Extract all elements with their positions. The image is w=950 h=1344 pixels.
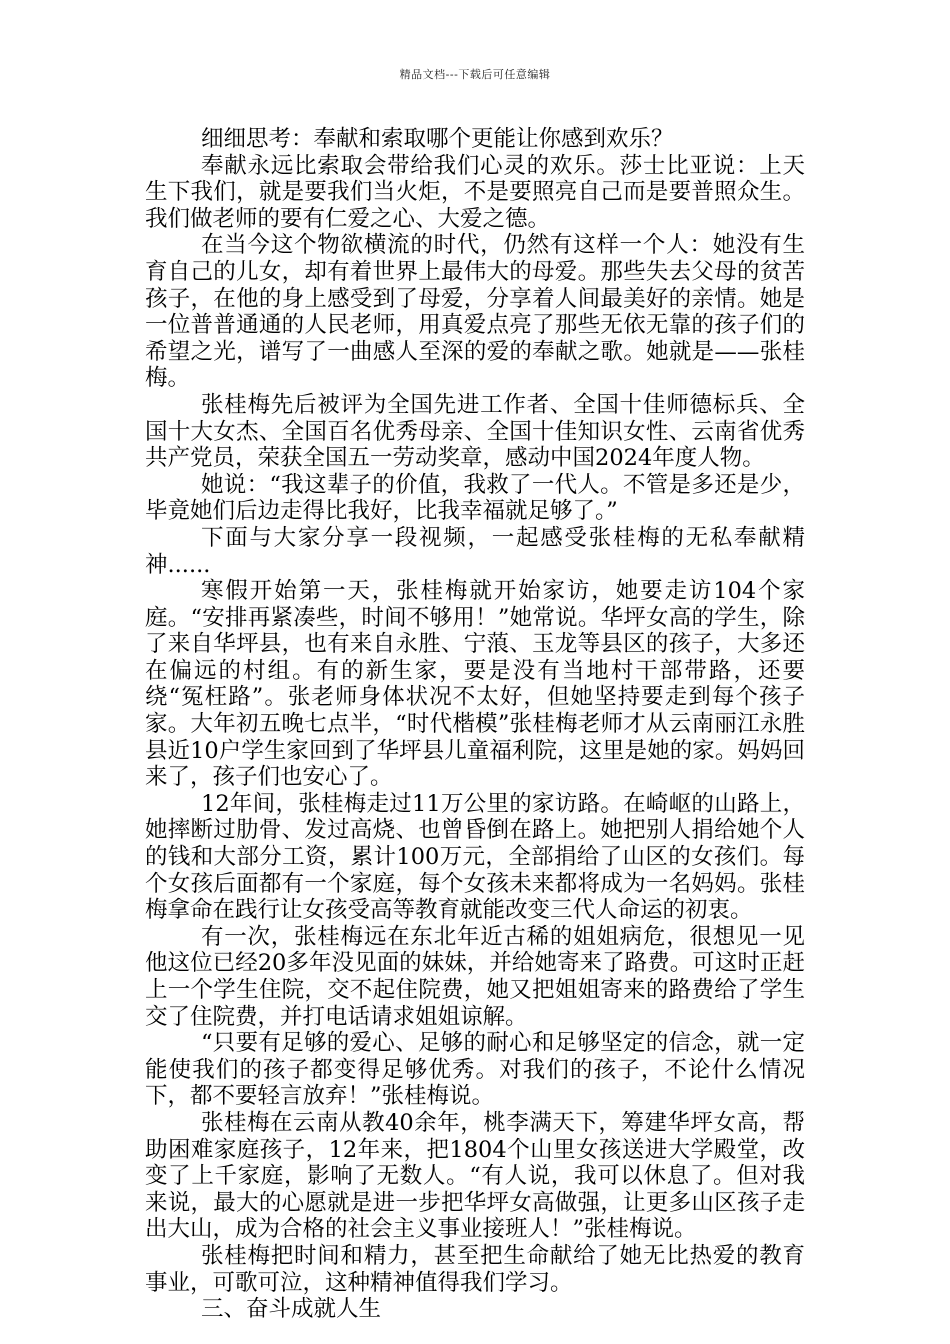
- page-header: 精品文档---下载后可任意编辑: [399, 68, 551, 81]
- paragraph-shakespeare: 奉献永远比索取会带给我们心灵的欢乐。莎士比亚说：上天生下我们，就是要我们当火炬，不是要照亮自己而是要普照众生。我们做老师的要有仁爱之心、大爱之德。: [145, 152, 805, 232]
- section-heading: 三、奋斗成就人生: [201, 1296, 382, 1323]
- document-body: [145, 126, 805, 1323]
- paragraph-video: 下面与大家分享一段视频，一起感受张桂梅的无私奉献精神......: [145, 524, 805, 578]
- paragraph-conclusion: 张桂梅把时间和精力，甚至把生命献给了她无比热爱的教育事业，可歌可泣，这种精神值得我们学习。: [145, 1242, 805, 1296]
- paragraph-introduction: 在当今这个物欲横流的时代，仍然有这样一个人：她没有生育自己的儿女，却有着世界上最伟大的母爱。那些失去父母的贫苦孩子，在他的身上感受到了母爱，分享着人间最美好的亲情。她是一位普普通通的人民老师，用真爱点亮了那些无依无靠的孩子们的希望之光，谱写了一曲感人至深的爱的奉献之歌。她就是——张桂梅。: [145, 232, 805, 392]
- paragraph-forty-years: 张桂梅在云南从教40余年，桃李满天下，筹建华坪女高，帮助困难家庭孩子，12年来，把1804个山里女孩送进大学殿堂，改变了上千家庭，影响了无数人。“有人说，我可以休息了。但对我来说，最大的心愿就是进一步把华坪女高做强，让更多山区孩子走出大山，成为合格的社会主义事业接班人！”张桂梅说。: [145, 1109, 805, 1243]
- paragraph-question: 细细思考：奉献和索取哪个更能让你感到欢乐？: [201, 126, 674, 152]
- paragraph-sister: 有一次，张桂梅远在东北年近古稀的姐姐病危，很想见一见他这位已经20多年没见面的妹妹，并给她寄来了路费。可这时正赶上一个学生住院，交不起住院费，她又把姐姐寄来的路费给了学生交了住院费，并打电话请求姐姐谅解。: [145, 923, 805, 1030]
- paragraph-quote: 她说：“我这辈子的价值，我救了一代人。不管是多还是少，毕竟她们后边走得比我好，比我幸福就足够了。”: [145, 471, 805, 525]
- paragraph-never-give-up: “只要有足够的爱心、足够的耐心和足够坚定的信念，就一定能使我们的孩子都变得足够优秀。对我们的孩子，不论什么情况下，都不要轻言放弃！”张桂梅说。: [145, 1030, 805, 1110]
- paragraph-twelve-years: 12年间，张桂梅走过11万公里的家访路。在崎岖的山路上，她摔断过肋骨、发过高烧、也曾昏倒在路上。她把别人捐给她个人的钱和大部分工资，累计100万元，全部捐给了山区的女孩们。每个女孩后面都有一个家庭，每个女孩未来都将成为一名妈妈。张桂梅拿命在践行让女孩受高等教育就能改变三代人命运的初衷。: [145, 790, 805, 924]
- paragraph-home-visits: 寒假开始第一天，张桂梅就开始家访，她要走访104个家庭。“安排再紧凑些，时间不够用！”她常说。华坪女高的学生，除了来自华坪县，也有来自永胜、宁蒗、玉龙等县区的孩子，大多还在偏远的村组。有的新生家，要是没有当地村干部带路，还要绕“冤枉路”。张老师身体状况不太好，但她坚持要走到每个孩子家。大年初五晚七点半，“时代楷模”张桂梅老师才从云南丽江永胜县近10户学生家回到了华坪县儿童福利院，这里是她的家。妈妈回来了，孩子们也安心了。: [145, 578, 805, 791]
- paragraph-honors: 张桂梅先后被评为全国先进工作者、全国十佳师德标兵、全国十大女杰、全国百名优秀母亲、全国十佳知识女性、云南省优秀共产党员，荣获全国五一劳动奖章，感动中国2024年度人物。: [145, 391, 805, 472]
